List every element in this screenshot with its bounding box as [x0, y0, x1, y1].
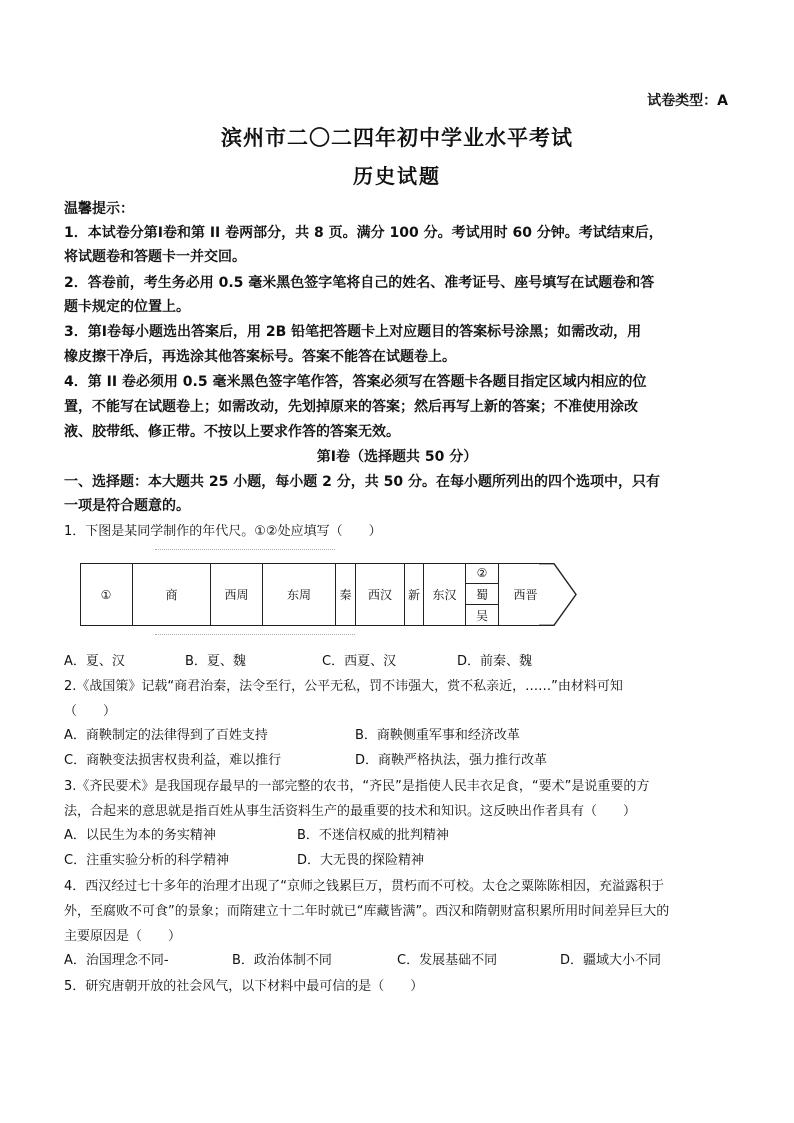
- ruler-cell-dongzhou: 东周: [263, 563, 336, 626]
- section-heading: 第Ⅰ卷（选择题共 50 分）: [316, 449, 478, 465]
- exam-subtitle: 历史试题: [353, 164, 441, 188]
- question-5-stem: 5．研究唐朝开放的社会风气，以下材料中最可信的是（ ）: [64, 979, 424, 994]
- scan-speckle: [155, 634, 355, 637]
- notice-line: 将试题卷和答题卡一并交回。: [64, 249, 246, 265]
- ruler-cell-xihan: 西汉: [356, 563, 405, 626]
- exam-title: 滨州市二〇二四年初中学业水平考试: [221, 126, 573, 150]
- question-2-stem: 2.《战国策》记载“商君治秦，法令至行，公平无私，罚不讳强大，赏不私亲近，……”由材料可知: [64, 679, 623, 694]
- q3-option-b: B．不迷信权威的批判精神: [297, 828, 449, 843]
- q4-option-a: A．治国理念不同-: [64, 953, 169, 968]
- ruler-cell-xizhou: 西周: [211, 563, 263, 626]
- notice-heading: 温馨提示：: [64, 201, 134, 217]
- question-4-stem: 外，至腐败不可食”的景象；而隋建立十二年时就已“库藏皆满”。西汉和隋朝财富积累所用时间差异巨大的: [64, 904, 670, 919]
- ruler-cell-blank-1: ①: [80, 563, 133, 626]
- ruler-cell-xin: 新: [405, 563, 424, 626]
- ruler-cell-shang: 商: [133, 563, 211, 626]
- question-1-stem: 1．下图是某同学制作的年代尺。①②处应填写（ ）: [64, 524, 382, 539]
- section-instruction: 一项是符合题意的。: [64, 498, 190, 514]
- notice-line: 2．答卷前，考生务必用 0.5 毫米黑色签字笔将自己的姓名、准考证号、座号填写在试题卷和答: [64, 275, 655, 291]
- question-3-stem: 法，合起来的意思就是指百姓从事生活资料生产的最重要的技术和知识。这反映出作者具有（ ）: [64, 804, 637, 819]
- notice-line: 1．本试卷分第Ⅰ卷和第 II 卷两部分，共 8 页。满分 100 分。考试用时 60 分钟。考试结束后，: [64, 225, 663, 241]
- q2-option-b: B．商鞅侧重军事和经济改革: [355, 728, 520, 743]
- ruler-arrow-icon: [539, 563, 579, 626]
- question-4-stem: 主要原因是（ ）: [64, 929, 182, 944]
- paper-type-label: 试卷类型：A: [647, 93, 728, 109]
- notice-line: 3．第Ⅰ卷每小题选出答案后，用 2B 铅笔把答题卡上对应题目的答案标号涂黑；如需改动，用: [64, 324, 642, 340]
- scan-speckle: [155, 549, 335, 552]
- q2-option-a: A．商鞅制定的法律得到了百姓支持: [64, 728, 268, 743]
- ruler-cell-qin: 秦: [336, 563, 356, 626]
- timeline-ruler: [80, 563, 580, 626]
- q1-option-d: D．前秦、魏: [457, 654, 533, 669]
- ruler-cell-donghan: 东汉: [424, 563, 466, 626]
- section-instruction: 一、选择题：本大题共 25 小题，每小题 2 分，共 50 分。在每小题所列出的四个选项中，只有: [64, 474, 660, 490]
- q4-option-c: C．发展基础不同: [397, 953, 498, 968]
- q3-option-a: A．以民生为本的务实精神: [64, 828, 216, 843]
- question-4-stem: 4．西汉经过七十多年的治理才出现了“京师之钱累巨万，贯朽而不可校。太仓之粟陈陈相因，充溢露积于: [64, 879, 665, 894]
- q1-option-a: A．夏、汉: [64, 654, 125, 669]
- q1-option-b: B．夏、魏: [185, 654, 246, 669]
- q4-option-d: D．疆域大小不同: [560, 953, 662, 968]
- notice-line: 题卡规定的位置上。: [64, 299, 190, 315]
- question-3-stem: 3.《齐民要术》是我国现存最早的一部完整的农书，“齐民”是指使人民丰衣足食，“要术”是说重要的方: [64, 779, 650, 794]
- q3-option-c: C．注重实验分析的科学精神: [64, 853, 230, 868]
- notice-line: 橡皮擦干净后，再选涂其他答案标号。答案不能答在试题卷上。: [64, 349, 456, 365]
- notice-line: 液、胶带纸、修正带。不按以上要求作答的答案无效。: [64, 424, 400, 440]
- notice-line: 4．第 II 卷必须用 0.5 毫米黑色签字笔作答，答案必须写在答题卡各题目指定区域内相应的位: [64, 374, 647, 390]
- q2-option-c: C．商鞅变法损害权贵利益，难以推行: [64, 753, 282, 768]
- notice-line: 置，不能写在试题卷上；如需改动，先划掉原来的答案；然后再写上新的答案；不准使用涂改: [64, 399, 638, 415]
- ruler-cell-blank-2: ②: [466, 563, 498, 584]
- q4-option-b: B．政治体制不同: [232, 953, 332, 968]
- ruler-cell-wu: 吴: [475, 609, 488, 623]
- ruler-cell-shu: 蜀: [466, 584, 498, 605]
- question-2-stem: （ ）: [64, 704, 117, 719]
- ruler-cell-xijin: 西晋: [513, 588, 538, 602]
- q3-option-d: D．大无畏的探险精神: [297, 853, 425, 868]
- ruler-cell-three-kingdoms: [466, 563, 499, 626]
- q1-option-c: C．西夏、汉: [322, 654, 397, 669]
- q2-option-d: D．商鞅严格执法，强力推行改革: [355, 753, 548, 768]
